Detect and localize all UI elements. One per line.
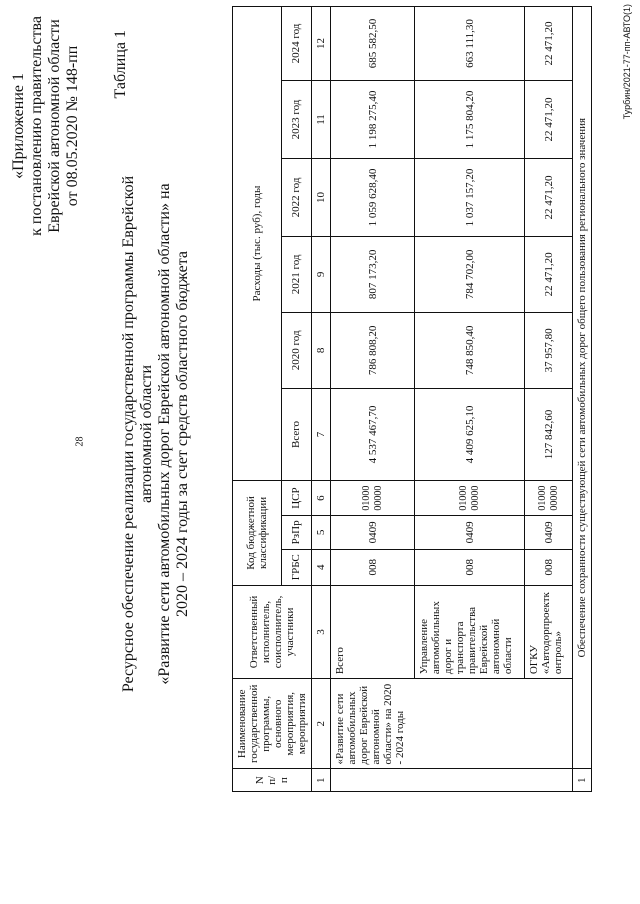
appendix-line: Еврейской автономной области bbox=[46, 19, 63, 233]
year-cell: 685 582,50 bbox=[331, 7, 415, 81]
total-cell: 4 409 625,10 bbox=[415, 388, 525, 480]
title-line: «Развитие сети автомобильных дорог Еврейской автономной области» на bbox=[156, 183, 173, 685]
year-cell: 784 702,00 bbox=[415, 236, 525, 312]
year-cell: 1 059 628,40 bbox=[331, 158, 415, 236]
col-number: 10 bbox=[312, 158, 331, 236]
csr-cell: 01000 00000 bbox=[525, 481, 573, 516]
year-cell: 22 471,20 bbox=[525, 81, 573, 159]
document-title bbox=[120, 134, 192, 734]
year-cell: 807 173,20 bbox=[331, 236, 415, 312]
appendix-block bbox=[10, 16, 82, 236]
col-number: 7 bbox=[312, 388, 331, 480]
title-line: 2020 – 2024 годы за счет средств областного бюджета bbox=[174, 250, 191, 618]
program-name: «Развитие сети автомобильных дорог Еврейской автономной области» на 2020 - 2024 годы bbox=[331, 679, 573, 769]
year-cell: 22 471,20 bbox=[525, 236, 573, 312]
col-number: 2 bbox=[312, 679, 331, 769]
header-expenses: Расходы (тыс. руб), годы bbox=[233, 7, 282, 481]
section-num: 1 bbox=[573, 769, 592, 792]
col-number: 6 bbox=[312, 481, 331, 516]
col-number: 3 bbox=[312, 585, 331, 678]
header-year: 2020 год bbox=[281, 312, 311, 388]
title-line: Ресурсное обеспечение реализации государственной программы Еврейской автономной области bbox=[120, 175, 155, 693]
header-rzpr: РзПр bbox=[281, 516, 311, 550]
year-cell: 663 111,30 bbox=[415, 7, 525, 81]
csr-cell: 01000 00000 bbox=[331, 481, 415, 516]
rzpr-cell: 0409 bbox=[415, 516, 525, 550]
year-cell: 22 471,20 bbox=[525, 158, 573, 236]
col-number: 9 bbox=[312, 236, 331, 312]
col-number: 5 bbox=[312, 516, 331, 550]
program-num-cell bbox=[331, 769, 573, 792]
appendix-line: от 08.05.2020 № 148-пп bbox=[64, 45, 81, 207]
header-year: 2023 год bbox=[281, 81, 311, 159]
rzpr-cell: 0409 bbox=[525, 516, 573, 550]
executor-cell: Всего bbox=[331, 585, 415, 678]
total-cell: 4 537 467,70 bbox=[331, 388, 415, 480]
col-number: 4 bbox=[312, 549, 331, 585]
section-title: Обеспечение сохранности существующей сети автомобильных дорог общего пользования регионального значения bbox=[573, 7, 592, 769]
appendix-line: «Приложение 1 bbox=[10, 73, 27, 179]
header-num: N п/п bbox=[233, 769, 312, 792]
year-cell: 22 471,20 bbox=[525, 7, 573, 81]
header-budget-code: Код бюджетной классификации bbox=[233, 481, 282, 586]
resource-table bbox=[232, 6, 592, 792]
col-number: 11 bbox=[312, 81, 331, 159]
year-cell: 37 957,80 bbox=[525, 312, 573, 388]
rzpr-cell: 0409 bbox=[331, 516, 415, 550]
grbs-cell: 008 bbox=[331, 549, 415, 585]
col-number: 12 bbox=[312, 7, 331, 81]
header-year: 2022 год bbox=[281, 158, 311, 236]
header-year: 2024 год bbox=[281, 7, 311, 81]
executor-cell: Управление автомобильных дорог и транспорта правительства Еврейской автономной области bbox=[415, 585, 525, 678]
page-number: 28 bbox=[74, 436, 86, 447]
col-number: 1 bbox=[312, 769, 331, 792]
grbs-cell: 008 bbox=[415, 549, 525, 585]
header-csr: ЦСР bbox=[281, 481, 311, 516]
appendix-line: к постановлению правительства bbox=[28, 16, 45, 236]
col-number: 8 bbox=[312, 312, 331, 388]
year-cell: 1 198 275,40 bbox=[331, 81, 415, 159]
header-executor: Ответственный исполнитель, соисполнитель, участники bbox=[233, 585, 312, 678]
total-cell: 127 842,60 bbox=[525, 388, 573, 480]
year-cell: 748 850,40 bbox=[415, 312, 525, 388]
year-cell: 786 808,20 bbox=[331, 312, 415, 388]
grbs-cell: 008 bbox=[525, 549, 573, 585]
csr-cell: 01000 00000 bbox=[415, 481, 525, 516]
header-total: Всего bbox=[281, 388, 311, 480]
year-cell: 1 175 804,20 bbox=[415, 81, 525, 159]
table-label: Таблица 1 bbox=[112, 30, 129, 99]
header-name: Наименование государственной программы, основного мероприятия, мероприятия bbox=[233, 679, 312, 769]
header-grbs: ГРБС bbox=[281, 549, 311, 585]
header-year: 2021 год bbox=[281, 236, 311, 312]
footer-reference: Турбин/2021-77-пп-АВТО(1) bbox=[622, 4, 632, 120]
executor-cell: ОГКУ «Автодорпроектк онтроль» bbox=[525, 585, 573, 678]
year-cell: 1 037 157,20 bbox=[415, 158, 525, 236]
